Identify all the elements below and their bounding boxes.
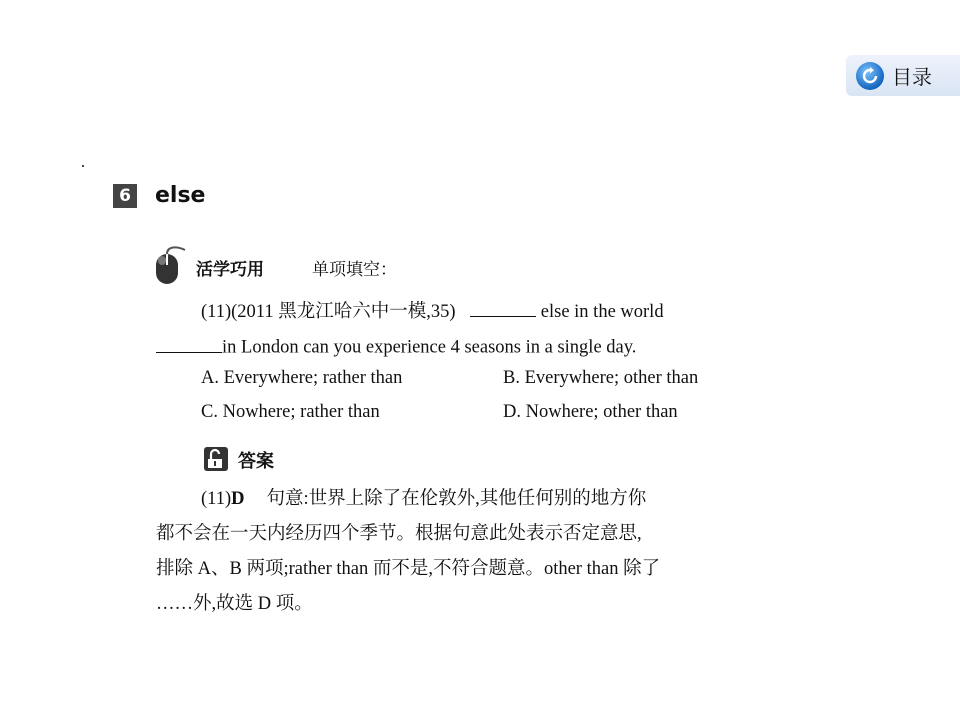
section-subtitle: 单项填空： xyxy=(312,260,397,280)
mouse-icon xyxy=(155,244,189,291)
unlock-icon xyxy=(203,446,229,477)
option-c: C. Nowhere; rather than xyxy=(201,402,380,422)
entry-word: else xyxy=(155,183,206,208)
answer-line-3: 排除 A、B 两项;rather than 而不是,不符合题意。other than 除了 xyxy=(156,559,661,579)
answer-line-1 xyxy=(201,484,646,510)
entry-number-badge: 6 xyxy=(113,184,137,208)
toc-button[interactable] xyxy=(846,55,960,96)
answer-line-4: ……外,故选 D 项。 xyxy=(156,594,313,614)
answer-line-2: 都不会在一天内经历四个季节。根据句意此处表示否定意思, xyxy=(156,524,642,544)
answer-title: 答案 xyxy=(238,451,274,472)
entry-heading xyxy=(113,183,205,208)
section-title: 活学巧用 xyxy=(196,260,264,280)
blank-2 xyxy=(156,333,222,353)
option-d: D. Nowhere; other than xyxy=(503,402,678,422)
option-b: B. Everywhere; other than xyxy=(503,368,699,388)
answer-number: (11) xyxy=(201,489,232,509)
question-line-1 xyxy=(201,297,664,323)
question-source: (11)(2011 黑龙江哈六中一模,35) xyxy=(201,302,456,322)
stray-dot xyxy=(82,165,84,167)
question-line-2-text: in London can you experience 4 seasons in a single day. xyxy=(222,337,637,358)
answer-line-1-text: 句意:世界上除了在伦敦外,其他任何别的地方你 xyxy=(266,489,647,509)
answer-choice: D xyxy=(231,489,245,509)
option-a: A. Everywhere; rather than xyxy=(201,368,403,388)
blank-1 xyxy=(470,298,536,318)
question-line-1-text: else in the world xyxy=(540,302,664,322)
refresh-icon xyxy=(856,62,884,90)
toc-label: 目录 xyxy=(892,65,932,89)
question-line-2 xyxy=(156,333,636,359)
